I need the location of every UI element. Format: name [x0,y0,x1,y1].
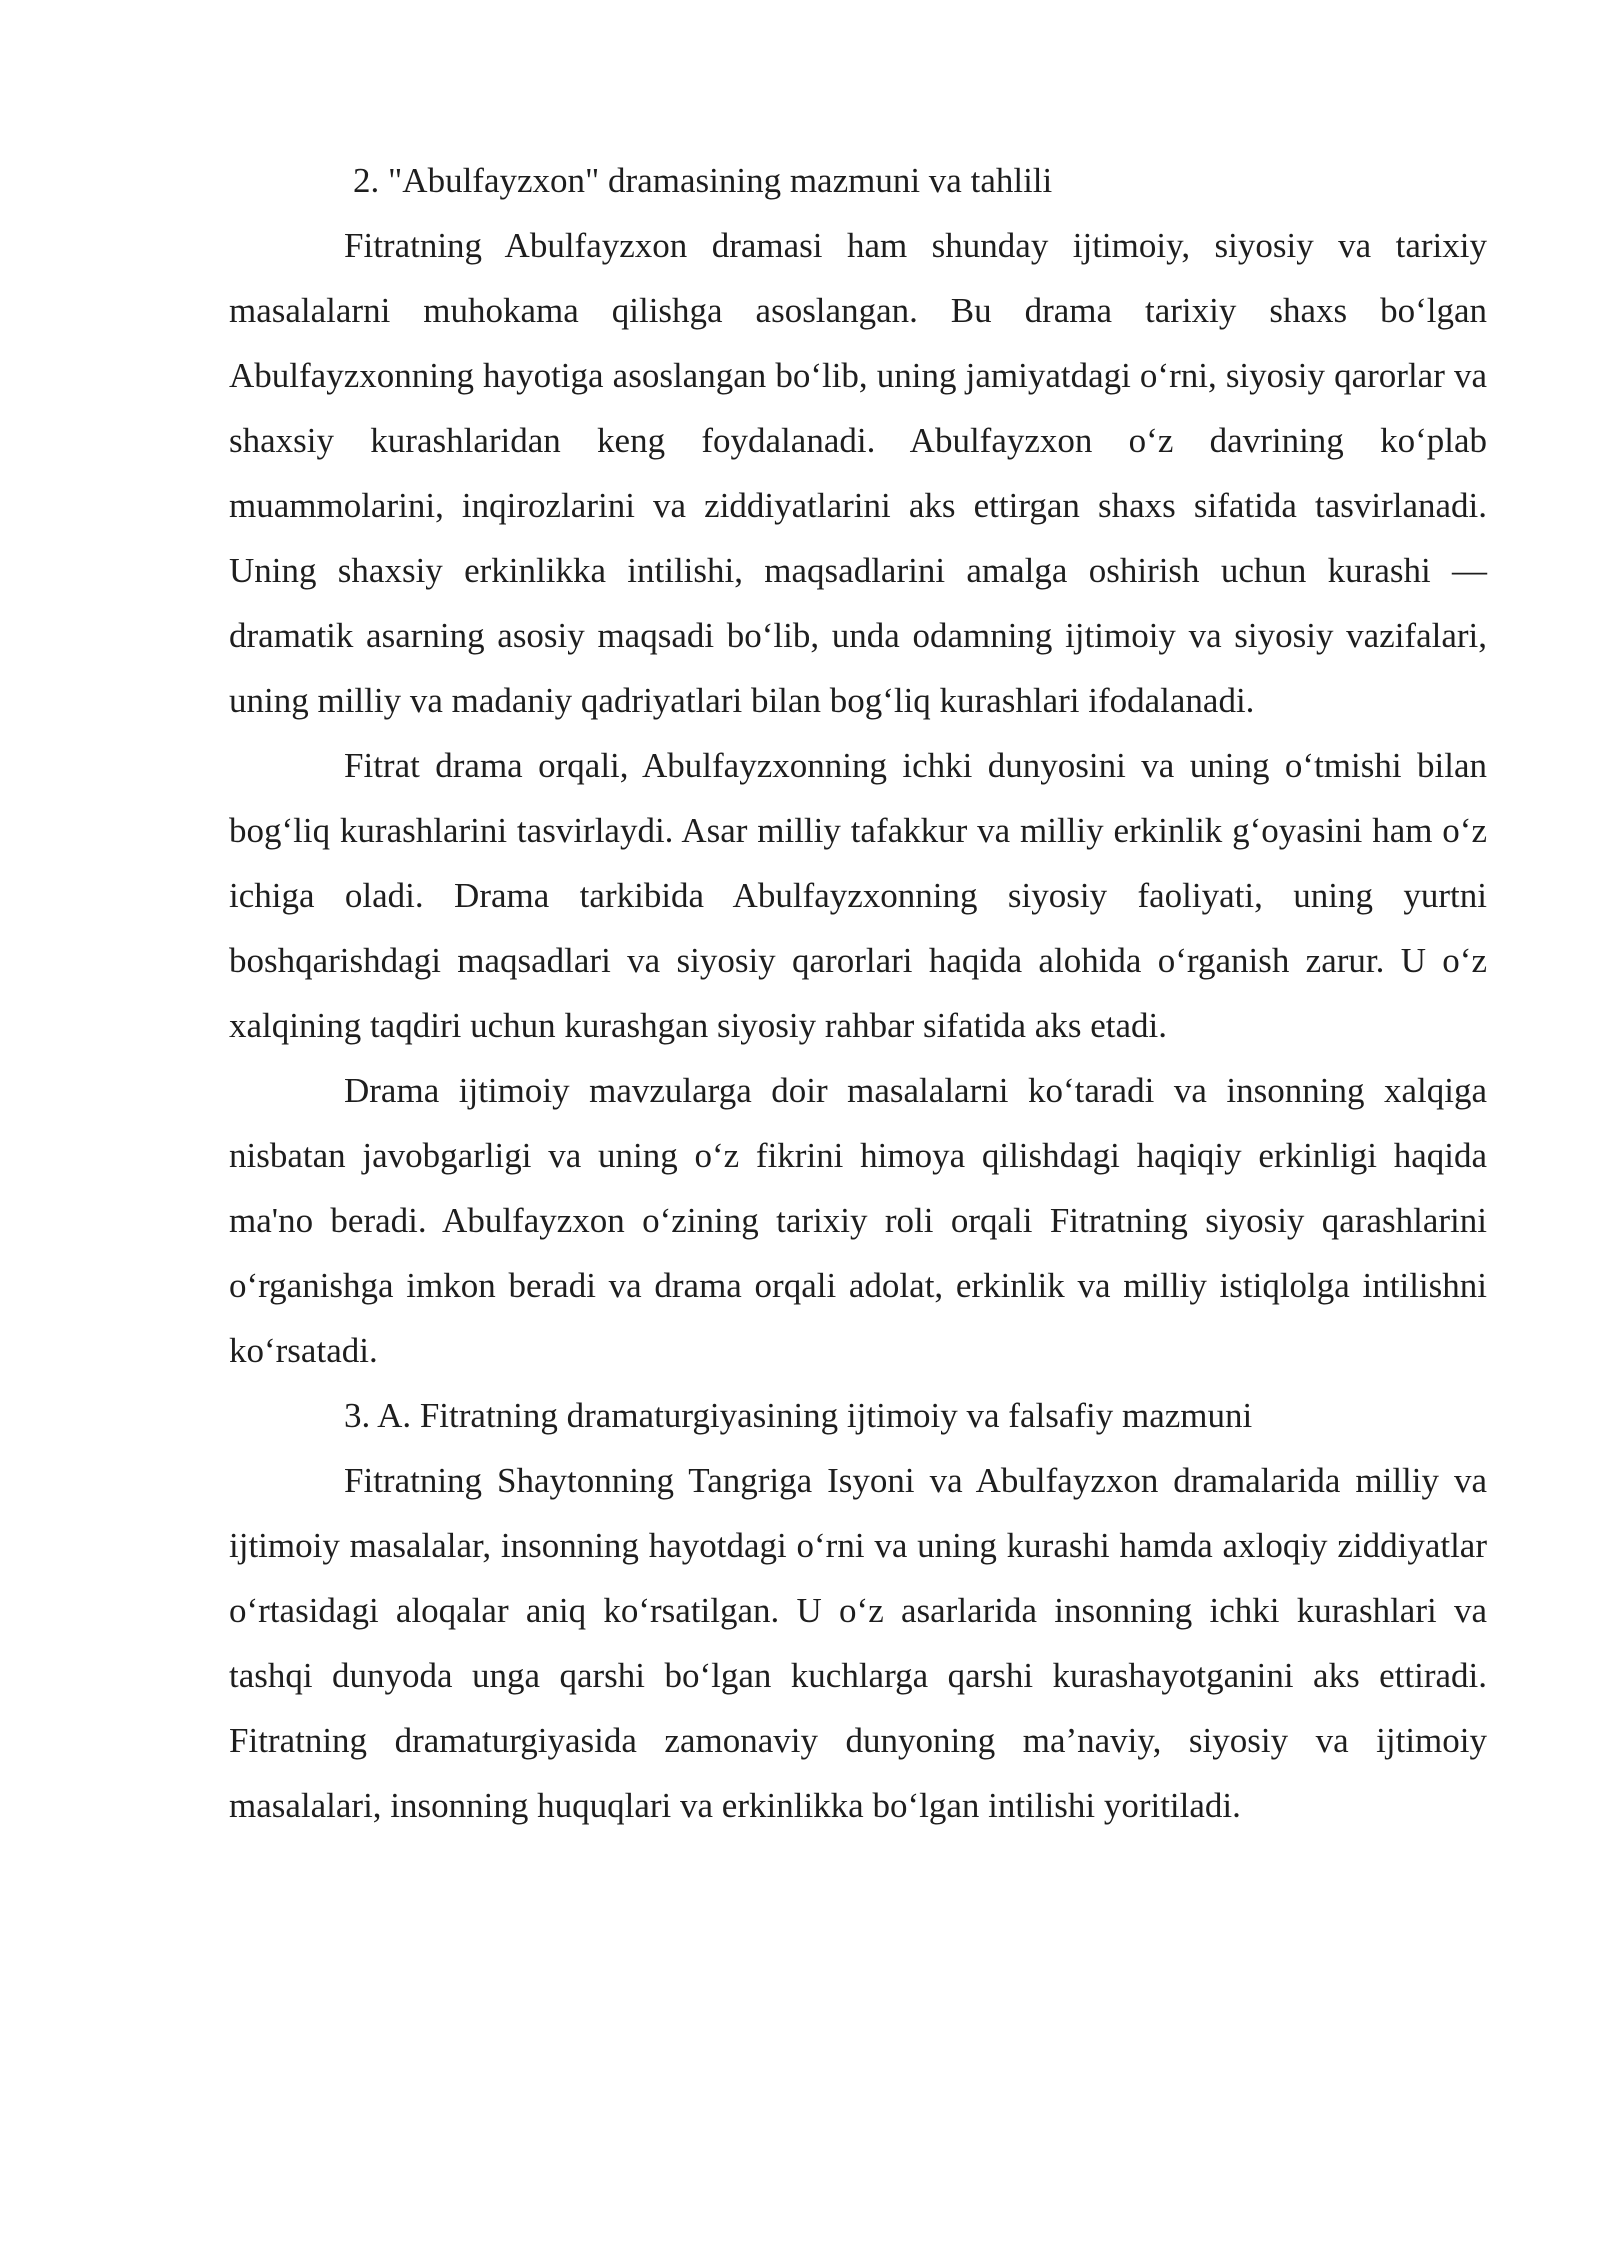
section-3-heading: 3. A. Fitratning dramaturgiyasining ijtimoiy va falsafiy mazmuni [344,1396,1253,1435]
section-2-paragraph-3: Drama ijtimoiy mavzularga doir masalalarni ko‘taradi va insonning xalqiga nisbatan javobgarligi va uning o‘z fikrini himoya qilishdagi haqiqiy erkinligi haqida ma'no beradi. Abulfayzxon o‘zining tarixiy roli orqali Fitratning siyosiy qarashlarini o‘rganishga imkon beradi va drama orqali adolat, erkinlik va milliy istiqlolga intilishni ko‘rsatadi. [229,1071,1487,1370]
document-body [229,148,1487,1838]
section-2-paragraph-1: Fitratning Abulfayzxon dramasi ham shunday ijtimoiy, siyosiy va tarixiy masalalarni muhokama qilishga asoslangan. Bu drama tarixiy shaxs bo‘lgan Abulfayzxonning hayotiga asoslangan bo‘lib, uning jamiyatdagi o‘rni, siyosiy qarorlar va shaxsiy kurashlaridan keng foydalanadi. Abulfayzxon o‘z davrining ko‘plab muammolarini, inqirozlarini va ziddiyatlarini aks ettirgan shaxs sifatida tasvirlanadi. Uning shaxsiy erkinlikka intilishi, maqsadlarini amalga oshirish uchun kurashi — dramatik asarning asosiy maqsadi bo‘lib, unda odamning ijtimoiy va siyosiy vazifalari, uning milliy va madaniy qadriyatlari bilan bog‘liq kurashlari ifodalanadi. [229,226,1487,720]
section-2-paragraph-2: Fitrat drama orqali, Abulfayzxonning ichki dunyosini va uning o‘tmishi bilan bog‘liq kurashlarini tasvirlaydi. Asar milliy tafakkur va milliy erkinlik g‘oyasini ham o‘z ichiga oladi. Drama tarkibida Abulfayzxonning siyosiy faoliyati, uning yurtni boshqarishdagi maqsadlari va siyosiy qarorlari haqida alohida o‘rganish zarur. U o‘z xalqining taqdiri uchun kurashgan siyosiy rahbar sifatida aks etadi. [229,746,1487,1045]
section-3-paragraph-1: Fitratning Shaytonning Tangriga Isyoni va Abulfayzxon dramalarida milliy va ijtimoiy masalalar, insonning hayotdagi o‘rni va uning kurashi hamda axloqiy ziddiyatlar o‘rtasidagi aloqalar aniq ko‘rsatilgan. U o‘z asarlarida insonning ichki kurashlari va tashqi dunyoda unga qarshi bo‘lgan kuchlarga qarshi kurashayotganini aks ettiradi. Fitratning dramaturgiyasida zamonaviy dunyoning ma’naviy, siyosiy va ijtimoiy masalalari, insonning huquqlari va erkinlikka bo‘lgan intilishi yoritiladi. [229,1461,1487,1825]
section-2-heading: 2. "Abulfayzxon" dramasining mazmuni va tahlili [353,161,1053,200]
